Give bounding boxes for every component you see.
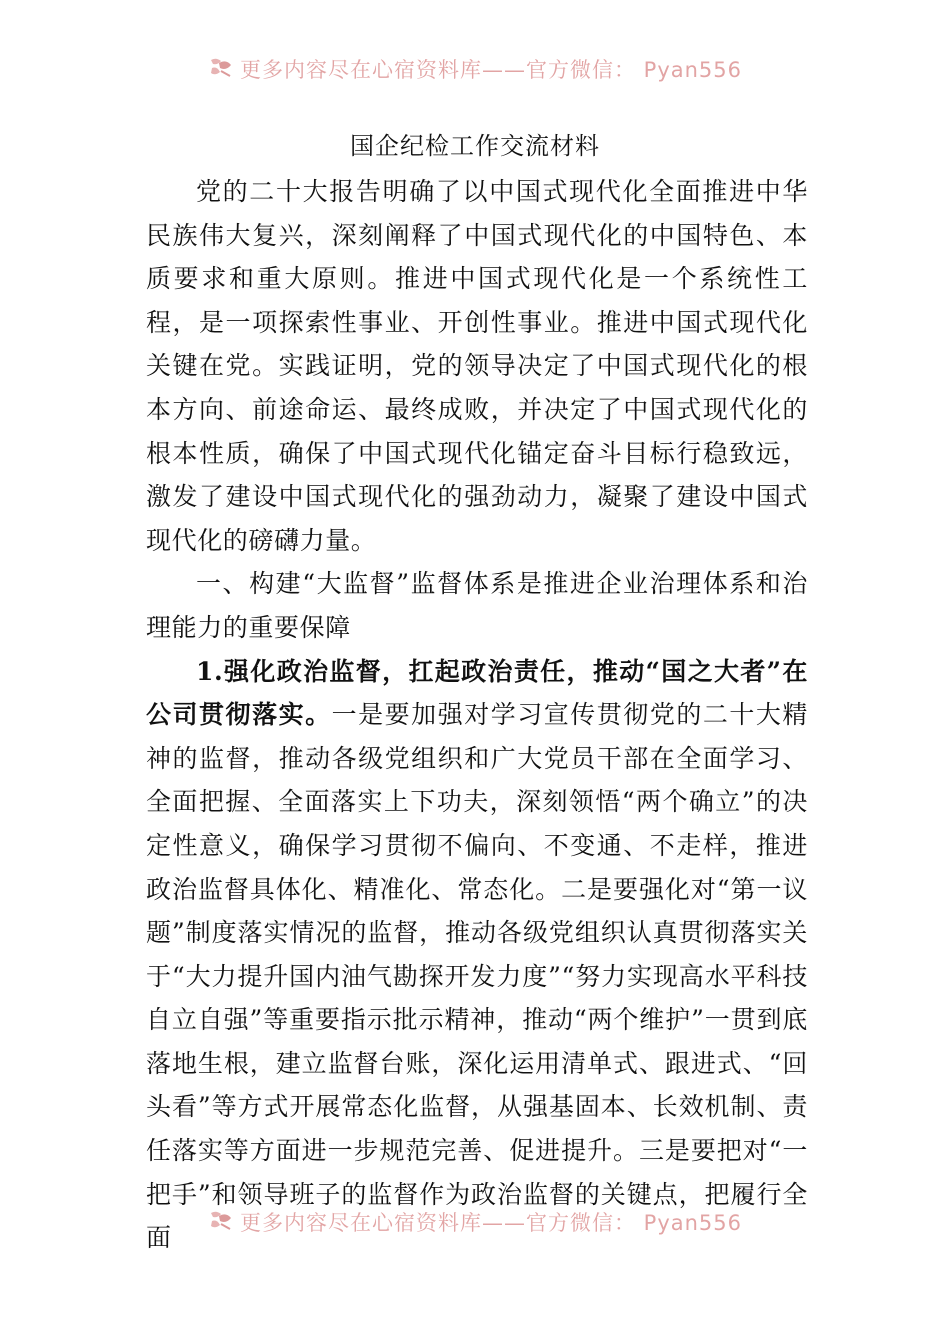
watermark-text: 更多内容尽在心宿资料库——官方微信： Pyan556: [239, 1211, 743, 1235]
watermark-logo-icon: [208, 56, 234, 86]
intro-paragraph: 党的二十大报告明确了以中国式现代化全面推进中华民族伟大复兴，深刻阐释了中国式现代化的中国特色、本质要求和重大原则。推进中国式现代化是一个系统性工程，是一项探索性事业、开创性事业。推进中国式现代化关键在党。实践证明，党的领导决定了中国式现代化的根本方向、前途命运、最终成败，并决定了中国式现代化的根本性质，确保了中国式现代化锚定奋斗目标行稳致远，激发了建设中国式现代化的强劲动力，凝聚了建设中国式现代化的磅礴力量。: [146, 177, 808, 555]
item-lead-bold: 1.强化政治监督，扛起政治责任，推动“国之大者”在公司贯彻落实。: [146, 656, 808, 730]
document-title: 国企纪检工作交流材料: [350, 132, 600, 160]
header-watermark: [0, 55, 950, 86]
watermark-logo-icon: [208, 1209, 234, 1239]
item-paragraph: [146, 650, 808, 1260]
footer-watermark: [0, 1208, 950, 1239]
section-heading: 一、构建“大监督”监督体系是推进企业治理体系和治理能力的重要保障: [146, 569, 808, 642]
item-body-text: 一是要加强对学习宣传贯彻党的二十大精神的监督，推动各级党组织和广大党员干部在全面学习、全面把握、全面落实上下功夫，深刻领悟“两个确立”的决定性意义，确保学习贯彻不偏向、不变通、不走样，推进政治监督具体化、精准化、常态化。二是要强化对“第一议题”制度落实情况的监督，推动各级党组织认真贯彻落实关于“大力提升国内油气勘探开发力度”“努力实现高水平科技自立自强”等重要指示批示精神，推动“两个维护”一贯到底落地生根，建立监督台账，深化运用清单式、跟进式、“回头看”等方式开展常态化监督，从强基固本、长效机制、责任落实等方面进一步规范完善、促进提升。三是要把对“一把手”和领导班子的监督作为政治监督的关键点，把履行全面: [146, 700, 808, 1253]
document-body: [146, 170, 808, 1260]
watermark-text: 更多内容尽在心宿资料库——官方微信： Pyan556: [239, 58, 743, 82]
